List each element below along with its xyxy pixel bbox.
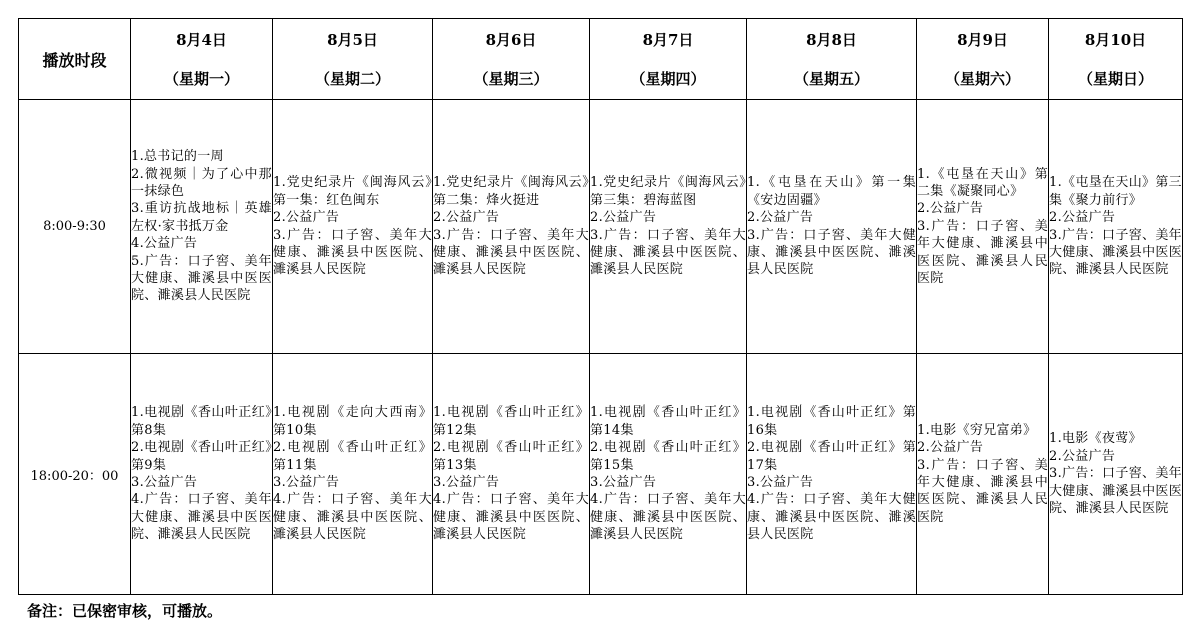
- day-header: [433, 19, 590, 100]
- day-weekday: （星期五）: [793, 69, 869, 88]
- day-weekday: （星期日）: [1077, 69, 1153, 88]
- day-weekday: （星期二）: [314, 69, 390, 88]
- table-row: [19, 354, 1183, 595]
- day-weekday: （星期四）: [630, 69, 706, 88]
- day-date: 8月9日: [957, 30, 1008, 49]
- program-cell: 1.党史纪录片《闽海风云》第一集：红色闽东 2.公益广告 3.广告：口子窖、美年大健康、濉溪县中医医院、濉溪县人民医院: [273, 100, 433, 354]
- time-slot-label: 18:00-20：00: [19, 354, 131, 595]
- day-date: 8月8日: [806, 30, 857, 49]
- table-row: [19, 100, 1183, 354]
- program-cell: 1.电视剧《香山叶正红》第16集 2.电视剧《香山叶正红》第17集 3.公益广告 4.广告：口子窖、美年大健康、濉溪县中医医院、濉溪县人民医院: [747, 354, 917, 595]
- program-cell: 1.电视剧《走向大西南》第10集 2.电视剧《香山叶正红》第11集 3.公益广告 4.广告：口子窖、美年大健康、濉溪县中医医院、濉溪县人民医院: [273, 354, 433, 595]
- program-cell: 1.电影《夜莺》 2.公益广告 3.广告：口子窖、美年大健康、濉溪县中医医院、濉溪县人民医院: [1049, 354, 1183, 595]
- day-date: 8月5日: [327, 30, 378, 49]
- program-cell: 1.电视剧《香山叶正红》第8集 2.电视剧《香山叶正红》第9集 3.公益广告 4.广告：口子窖、美年大健康、濉溪县中医医院、濉溪县人民医院: [131, 354, 273, 595]
- time-slot-label: 8:00-9:30: [19, 100, 131, 354]
- program-cell: 1.《屯垦在天山》第三集《聚力前行》 2.公益广告 3.广告：口子窖、美年大健康、濉溪县中医医院、濉溪县人民医院: [1049, 100, 1183, 354]
- day-header: [747, 19, 917, 100]
- program-cell: 1.党史纪录片《闽海风云》第三集：碧海蓝图 2.公益广告 3.广告：口子窖、美年大健康、濉溪县中医医院、濉溪县人民医院: [590, 100, 747, 354]
- broadcast-schedule-table: [18, 18, 1183, 595]
- header-row: [19, 19, 1183, 100]
- day-header: [273, 19, 433, 100]
- program-cell: 1.电视剧《香山叶正红》第14集 2.电视剧《香山叶正红》第15集 3.公益广告 4.广告：口子窖、美年大健康、濉溪县中医医院、濉溪县人民医院: [590, 354, 747, 595]
- day-weekday: （星期六）: [944, 69, 1020, 88]
- day-header: [917, 19, 1049, 100]
- program-cell: 1.党史纪录片《闽海风云》第二集：烽火挺进 2.公益广告 3.广告：口子窖、美年大健康、濉溪县中医医院、濉溪县人民医院: [433, 100, 590, 354]
- day-date: 8月6日: [485, 30, 537, 49]
- day-date: 8月10日: [1084, 30, 1147, 49]
- day-weekday: （星期一）: [163, 69, 239, 88]
- day-date: 8月7日: [642, 30, 694, 49]
- program-cell: 1.《屯垦在天山》第一集《安边固疆》 2.公益广告 3.广告：口子窖、美年大健康、濉溪县中医医院、濉溪县人民医院: [747, 100, 917, 354]
- program-cell: 1.《屯垦在天山》第二集《凝聚同心》 2.公益广告 3.广告：口子窖、美年大健康、濉溪县中医医院、濉溪县人民医院: [917, 100, 1049, 354]
- corner-label: 播放时段: [19, 19, 131, 100]
- program-cell: 1.电视剧《香山叶正红》第12集 2.电视剧《香山叶正红》第13集 3.公益广告 4.广告：口子窖、美年大健康、濉溪县中医医院、濉溪县人民医院: [433, 354, 590, 595]
- program-cell: 1.电影《穷兄富弟》 2.公益广告 3.广告：口子窖、美年大健康、濉溪县中医医院、濉溪县人民医院: [917, 354, 1049, 595]
- day-weekday: （星期三）: [473, 69, 549, 88]
- day-header: [590, 19, 747, 100]
- day-header: [131, 19, 273, 100]
- review-note: 备注：已保密审核，可播放。: [27, 602, 223, 620]
- day-header: [1049, 19, 1183, 100]
- program-cell: 1.总书记的一周 2.微视频｜为了心中那一抹绿色 3.重访抗战地标｜英雄左权·家书抵万金 4.公益广告 5.广告：口子窖、美年大健康、濉溪县中医医院、濉溪县人民医院: [131, 100, 273, 354]
- day-date: 8月4日: [176, 30, 227, 49]
